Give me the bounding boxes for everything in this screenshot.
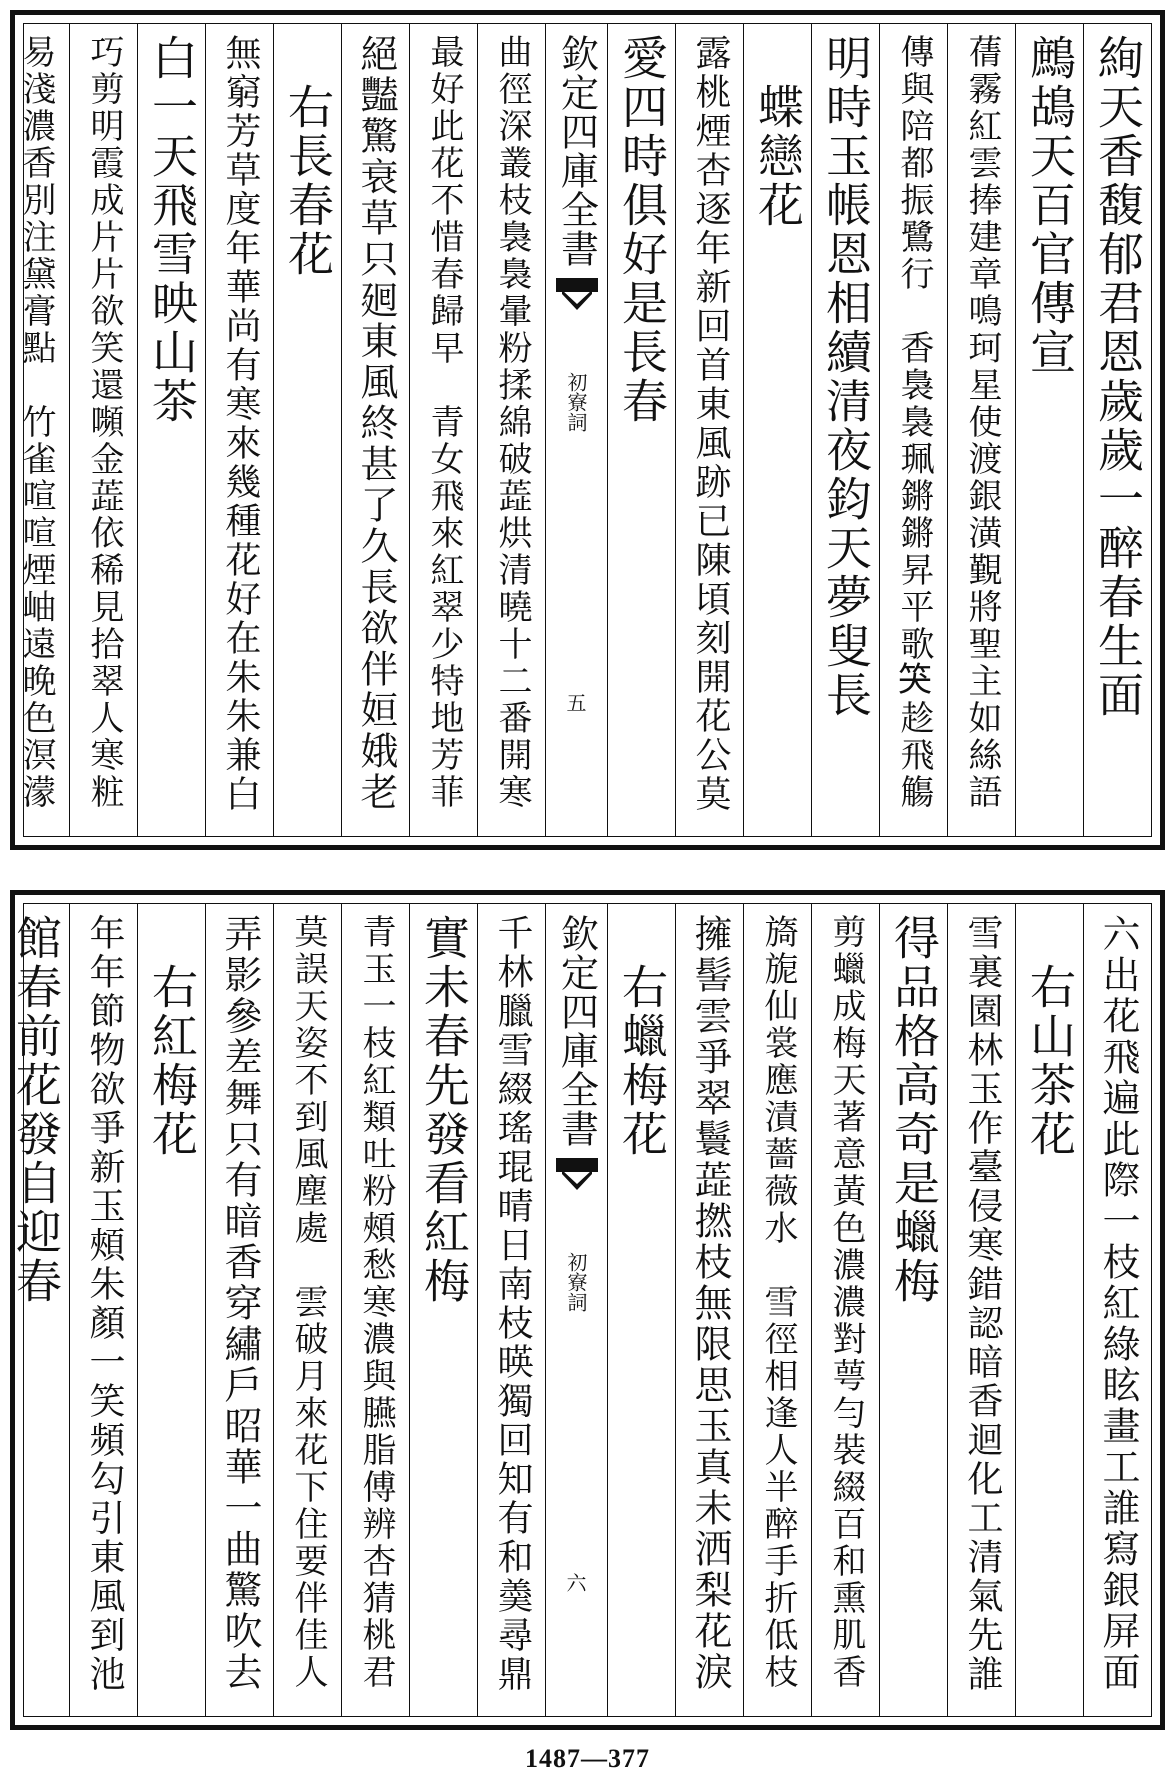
column-text: 右長春花 [281,34,335,279]
column-text: 最好此花不惜春歸早 青女飛來紅翠少特地芳菲 [424,34,464,811]
text-column [675,904,743,1716]
text-column [1,904,69,1716]
text-column [205,904,273,1716]
column-text: 年年節物欲爭新玉頰朱顏一笑頻勾引東風到池 [84,914,125,1694]
column-text: 白一天飛雪映山茶 [145,34,199,426]
text-column [69,24,137,836]
text-column [273,904,341,1716]
spine-volume-title: 初寮詞 [564,1252,588,1312]
text-column [477,904,545,1716]
text-column [607,904,675,1716]
spine-page-number: 五 [566,691,587,715]
column-text: 絢天香馥郁君恩歲歲一醉春生面 [1091,34,1145,720]
page-top-frame [16,23,1152,837]
center-spine [545,904,607,1716]
column-text: 傳與陪都振鷺行 香裊裊珮鏘鏘昇平歌𥬇趁飛觴 [894,34,934,811]
column-text: 無窮芳草度年華尚有寒來幾種花好在朱朱兼白 [220,34,261,814]
column-text: 右紅梅花 [145,914,199,1159]
column-text: 巧剪明霞成片片欲笑還嚬金蕋依稀見拾翠人寒粧 [84,34,124,811]
text-column [743,24,811,836]
text-column [879,904,947,1716]
column-text: 露桃煙杏逐年新回首東風跡已陳頃刻開花公莫 [690,34,731,814]
spine-title: 欽定四庫全書 [554,34,599,268]
column-text: 雪裏園林玉作臺侵寒錯認暗香迴化工清氣先誰 [962,914,1003,1694]
center-spine [545,24,607,836]
page-top [10,10,1165,850]
page-bottom [10,890,1165,1730]
column-text: 蒨霧紅雲捧建章鳴珂星使渡銀潢覲將聖主如絲語 [962,34,1002,811]
text-column [1083,904,1151,1716]
spine-volume-title: 初寮詞 [564,372,588,432]
fish-tail-mark-icon [556,278,598,312]
text-column [409,904,477,1716]
column-text: 六出花飛遍此際一枝紅綠眩畫工誰寫銀屏面 [1096,914,1140,1693]
text-column [137,24,205,836]
column-text: 右山茶花 [1023,914,1077,1159]
text-column [273,24,341,836]
column-text: 曲徑深叢枝裊裊暈粉揉綿破蕋烘清曉十二番開寒 [492,34,532,811]
text-column [811,24,879,836]
text-column [1083,24,1151,836]
text-column [69,904,137,1716]
text-column [1015,904,1083,1716]
text-column [137,904,205,1716]
column-text: 弄影參差舞只有暗香穿繡戶昭華一曲驚吹去 [218,914,262,1693]
text-column [205,24,273,836]
column-text: 右蠟梅花 [615,914,669,1159]
column-text: 鷓鴣天百官傳宣 [1023,34,1077,377]
column-text: 千林臘雪綴瑤琨晴日南枝暎獨回知有和羮尋鼎 [492,914,533,1694]
text-column [607,24,675,836]
spine-page-number: 六 [566,1571,587,1595]
text-column [1,24,69,836]
spine-title: 欽定四庫全書 [554,914,599,1148]
column-text: 蝶戀花 [751,34,805,230]
text-column [811,904,879,1716]
text-column [341,904,409,1716]
text-column [743,904,811,1716]
text-column [341,24,409,836]
column-text: 絕豔驚衰草只𢌞東風終甚了久長欲伴姮娥老 [354,34,398,813]
page-footer-number: 1487—377 [525,1744,650,1773]
text-column [477,24,545,836]
text-column [1015,24,1083,836]
text-column [947,904,1015,1716]
column-text: 得品格高奇是蠟梅 [887,914,941,1306]
fish-tail-mark-icon [556,1158,598,1192]
column-text: 莫誤天姿不到風塵處 雲破月來花下住要伴佳人 [288,914,328,1691]
text-column [409,24,477,836]
text-column [675,24,743,836]
page-bottom-frame [9,903,1152,1717]
column-text: 館春前花發自迎春 [9,914,63,1306]
column-text: 明時玉帳恩相續清夜鈞天夢叟長 [819,34,873,720]
column-text: 易淺濃香別注黛膏點 竹雀喧喧煙岫遠晚色溟濛 [16,34,56,811]
column-text: 青玉一枝紅類吐粉頰愁寒濃與臙脂傅辨杏猜桃君 [356,914,396,1691]
column-text: 旖旎仙裳應漬薔薇水 雪徑相逢人半醉手折低枝 [758,914,798,1691]
column-text: 實未春先發看紅梅 [417,914,471,1306]
column-text: 擁髻雲爭翠鬟蕋撚枝無限思玉真未洒梨花淚 [688,914,732,1693]
text-column [947,24,1015,836]
column-text: 愛四時俱好是長春 [615,34,669,426]
column-text: 剪蠟成梅天著意黃色濃濃對萼勻裝綴百和熏肌香 [826,914,866,1691]
text-column [879,24,947,836]
